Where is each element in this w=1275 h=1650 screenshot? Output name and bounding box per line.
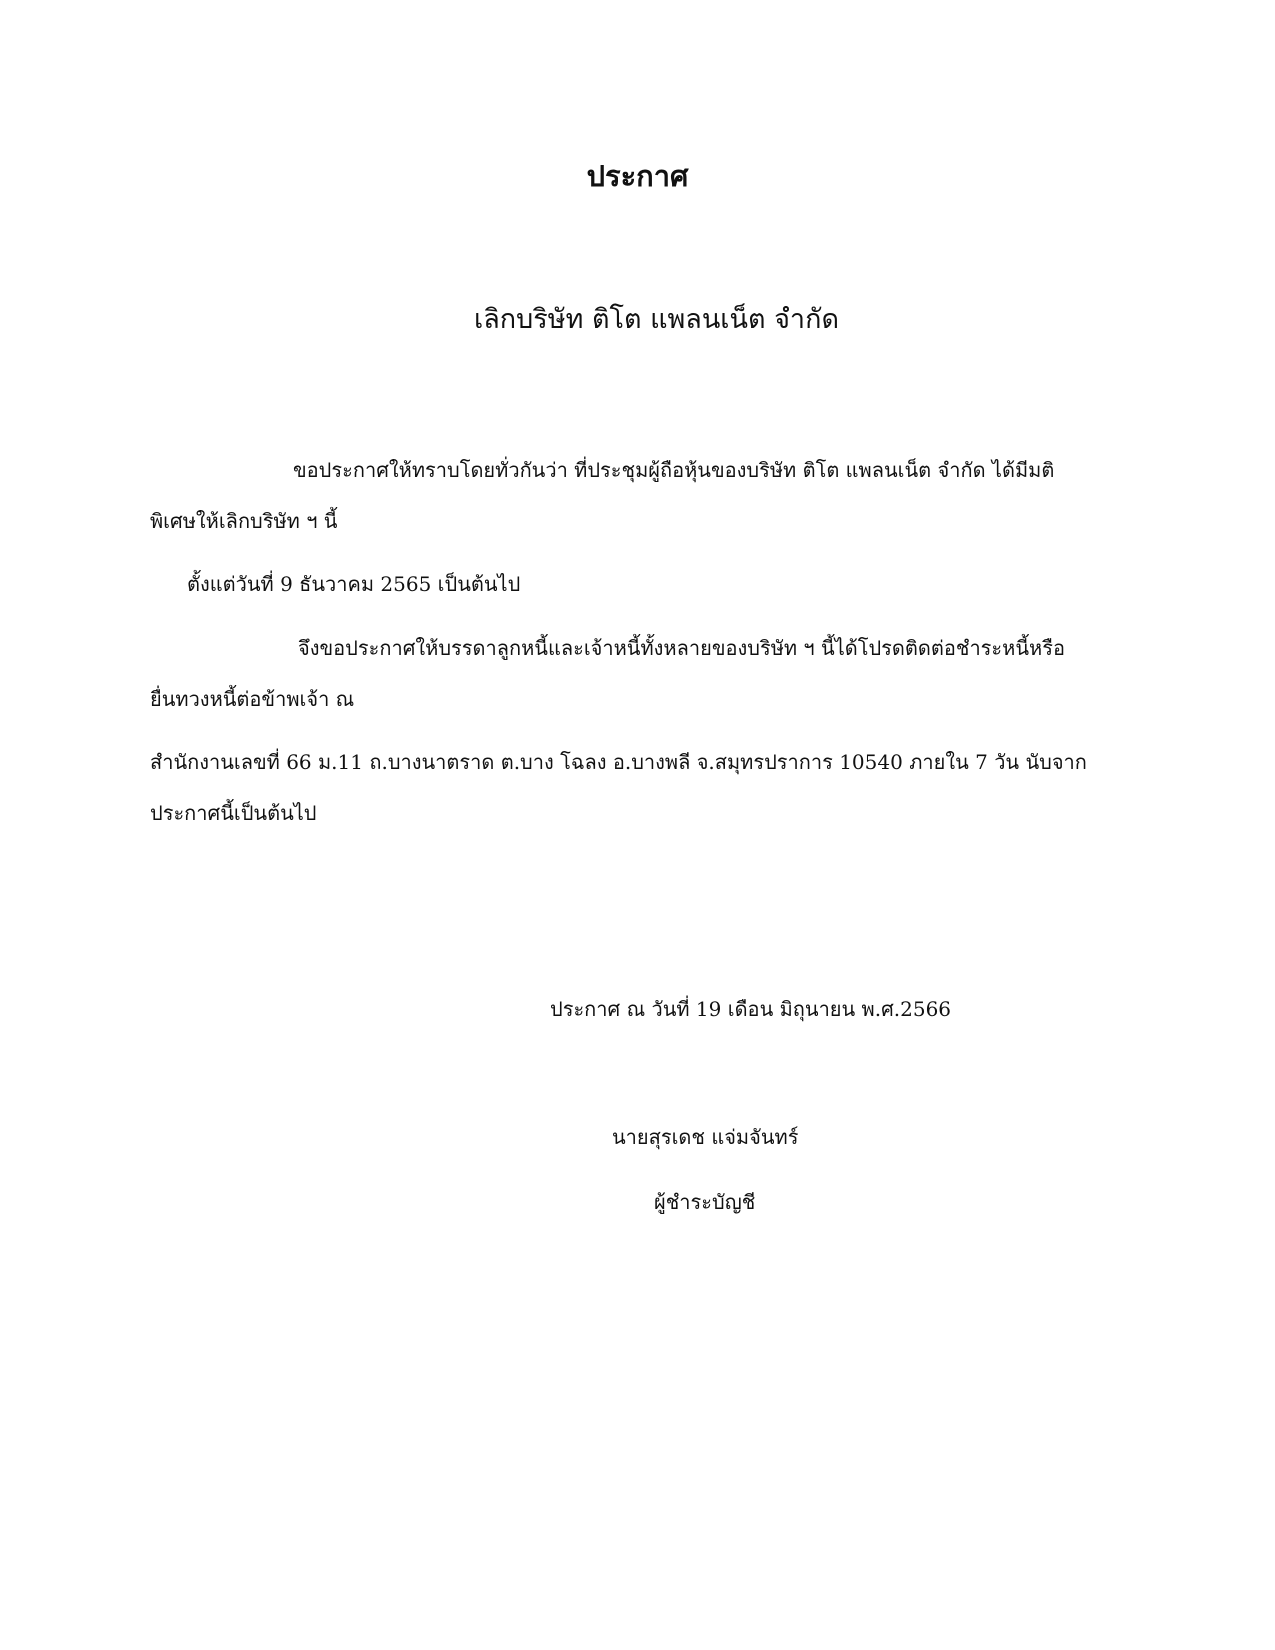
- document-title: ประกาศ: [586, 159, 689, 193]
- document-subtitle: เลิกบริษัท ติโต แพลนเน็ต จำกัด: [474, 304, 839, 335]
- body-line-5: ยื่นทวงหนี้ต่อข้าพเจ้า ณ: [150, 687, 355, 711]
- announcement-date: ประกาศ ณ วันที่ 19 เดือน มิถุนายน พ.ศ.2566: [550, 997, 952, 1021]
- signer-name: นายสุรเดช แจ่มจันทร์: [612, 1125, 799, 1149]
- body-line-1: ขอประกาศให้ทราบโดยทั่วกันว่า ที่ประชุมผู้ถือหุ้นของบริษัท ติโต แพลนเน็ต จำกัด ได้มีมติ: [293, 458, 1055, 482]
- body-line-6: สำนักงานเลขที่ 66 ม.11 ถ.บางนาตราด ต.บาง โฉลง อ.บางพลี จ.สมุทรปราการ 10540 ภายใน 7 วัน นับจาก: [150, 750, 1087, 774]
- body-line-2: พิเศษให้เลิกบริษัท ฯ นี้: [150, 509, 338, 533]
- body-line-3: ตั้งแต่วันที่ 9 ธันวาคม 2565 เป็นต้นไป: [187, 572, 521, 596]
- body-line-4: จึงขอประกาศให้บรรดาลูกหนี้และเจ้าหนี้ทั้งหลายของบริษัท ฯ นี้ได้โปรดติดต่อชำระหนี้หรือ: [298, 636, 1065, 660]
- signer-role: ผู้ชำระบัญชี: [654, 1190, 756, 1214]
- body-line-7: ประกาศนี้เป็นต้นไป: [150, 801, 317, 825]
